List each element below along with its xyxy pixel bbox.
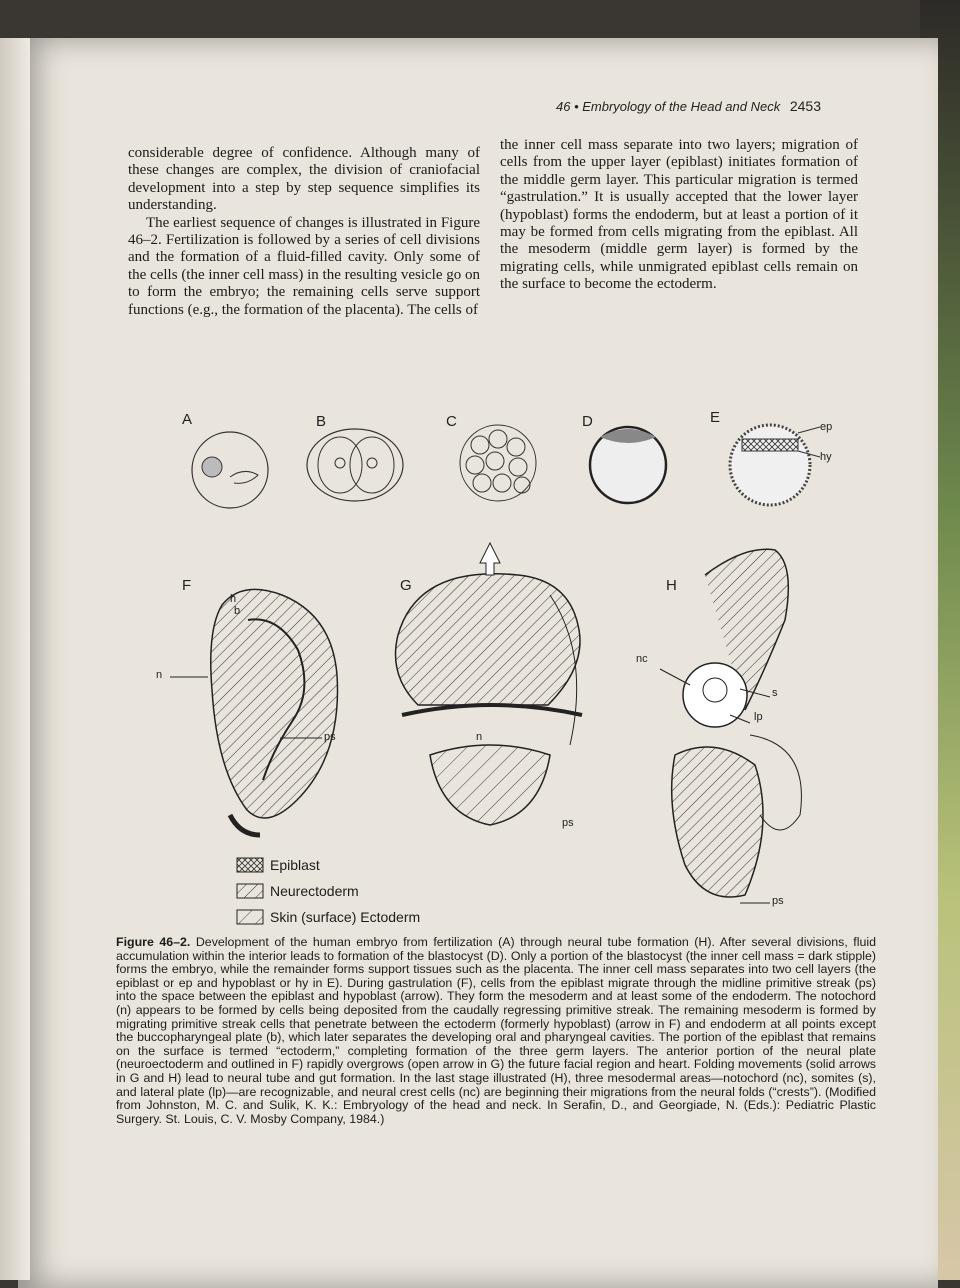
paragraph: considerable degree of confidence. Although many of these changes are complex, the division of craniofacial development into a step by step sequence simplifies its understanding. [128, 145, 480, 214]
page-edge [0, 38, 30, 1280]
legend-item [236, 904, 420, 930]
label-ps-f: ps [324, 731, 336, 743]
chapter-title: 46 • Embryology of the Head and Neck [556, 99, 781, 114]
panel-label-c: C [446, 413, 457, 430]
figure-legend [236, 852, 420, 930]
legend-label: Skin (surface) Ectoderm [270, 909, 421, 925]
stage-a-zygote [192, 432, 268, 508]
figure-caption [116, 936, 876, 1126]
stage-f-gastrulation [170, 589, 338, 835]
panel-label-d: D [582, 413, 593, 430]
paragraph: The earliest sequence of changes is illustrated in Figure 46–2. Fertilization is followed by a series of cell divisions and the formation of a fluid-filled cavity. Only some of the cells (the inner cell mass) in the resulting vesicle go on to form the embryo; the remaining cells serve support functions (e.g., the formation of the placenta). The cells of [128, 214, 480, 318]
right-column [500, 137, 858, 294]
page-number: 2453 [789, 98, 822, 114]
diagonal-sparse-swatch [236, 909, 264, 925]
stage-e-bilaminar [730, 425, 820, 505]
label-b: b [234, 605, 241, 617]
stage-d-blastocyst [590, 427, 666, 503]
figure-46-2 [130, 405, 890, 925]
left-column [128, 145, 480, 319]
label-s: s [772, 687, 778, 699]
legend-label: Neurectoderm [270, 883, 359, 899]
stage-h-neural-tube [660, 549, 801, 903]
legend-label: Epiblast [270, 857, 320, 873]
panel-label-a: A [182, 411, 193, 428]
stage-b-two-cell [307, 429, 403, 501]
caption-text: Development of the human embryo from fertilization (A) through neural tube formation (H). After several divisions, fluid accumulation within the interior leads to formation of the blastocyst (D). Only a portion of the blastocyst (the inner cell mass = dark stipple) forms the embryo, while the remainder forms support tissues such as the placenta. The inner cell mass separates into two cell layers (the epiblast or ep and hypoblast or hy in E). During gastrulation (F), cells from the epiblast migrate through the midline primitive streak (ps) into the space between the epiblast and hypoblast (arrow). They form the mesoderm and at least some of the endoderm. The notochord (n) appears to be formed by cells being deposited from the caudally regressing primitive streak. The remaining mesoderm is formed by migrating primitive streak cells that penetrate between the ectoderm (formerly hypoblast) (arrow in F) and endoderm at all points except the buccopharyngeal plate (b), which later separates the developing oral and pharyngeal cavities. The portion of the epiblast that remains on the surface is termed “ectoderm,” completing formation of the three germ layers. The anterior portion of the neural plate (neuroectoderm and outlined in F) rapidly overgrows (open arrow in G) the future facial region and heart. Folding movements (solid arrows in G and H) lead to neural tube and gut formation. In the last stage illustrated (H), three mesodermal areas—notochord (nc), somites (s), and lateral plate (lp)—are recognizable, and neural crest cells (nc) are beginning their migrations from the neural folds (“crests”). (Modified from Johnston, M. C. and Sulik, K. K.: Embryology of the head and neck. In Serafin, D., and Georgiade, N. (Eds.): Pediatric Plastic Surgery. St. Louis, C. V. Mosby Company, 1984.) [116, 935, 876, 1126]
running-header [556, 98, 856, 114]
embryo-illustration [130, 405, 890, 925]
diagonal-hatch-swatch [236, 883, 264, 899]
panel-label-h: H [666, 577, 677, 594]
legend-item [236, 852, 420, 878]
label-nc: nc [636, 653, 648, 665]
label-hy: hy [820, 451, 832, 463]
label-n-g: n [476, 731, 483, 743]
label-ep: ep [820, 421, 833, 433]
panel-label-b: B [316, 413, 327, 430]
label-n-f: n [156, 669, 163, 681]
label-ps-g: ps [562, 817, 574, 829]
label-ps-h: ps [772, 895, 784, 907]
label-h: h [230, 593, 237, 605]
paragraph: the inner cell mass separate into two layers; migration of cells from the upper layer (epiblast) initiates formation of the middle germ layer. This particular migration is termed “gastrulation.” It is usually accepted that the lower layer (hypoblast) forms the endoderm, but at least a portion of it may be formed from cells migrating from the epiblast. All the mesoderm (middle germ layer) is formed by the migrating cells, while unmigrated epiblast cells remain on the surface to become the ectoderm. [500, 137, 858, 293]
label-lp: lp [754, 711, 763, 723]
figure-number: Figure 46–2. [116, 935, 191, 949]
stage-g-neural-plate [396, 543, 583, 825]
legend-item [236, 878, 420, 904]
panel-label-e: E [710, 409, 721, 426]
stage-c-morula [460, 425, 536, 501]
panel-label-g: G [400, 577, 412, 594]
cross-hatch-swatch [236, 857, 264, 873]
panel-label-f: F [182, 577, 192, 594]
